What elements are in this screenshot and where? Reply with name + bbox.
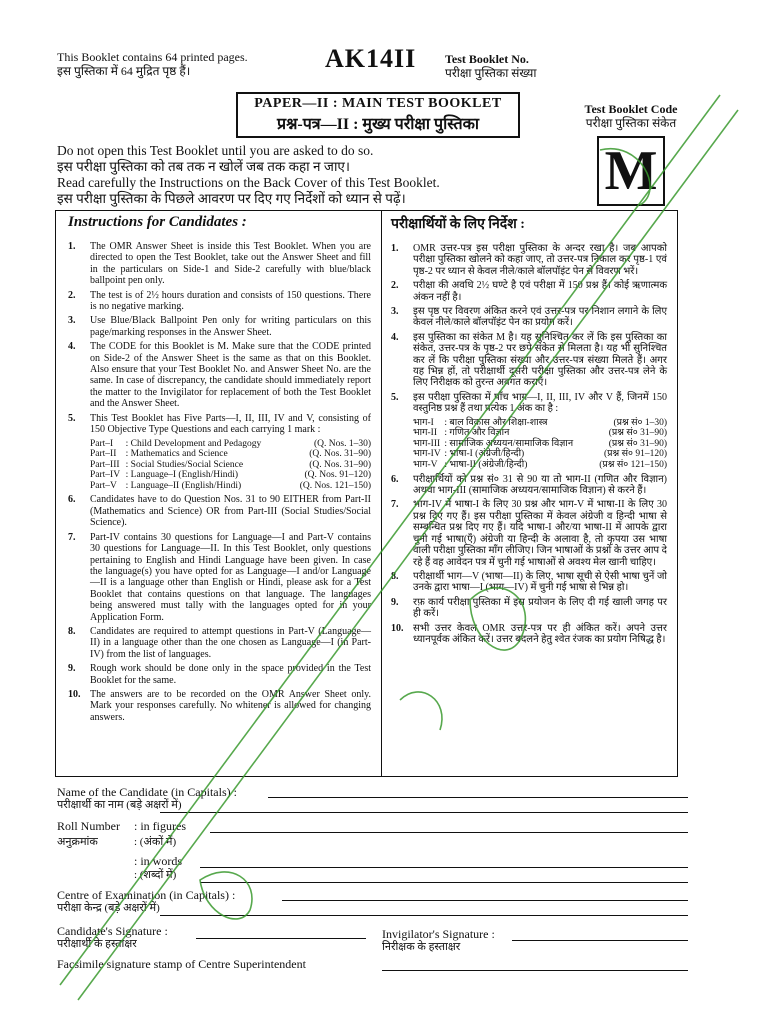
warning-open-en: Do not open this Test Booklet until you are asked to do so. bbox=[57, 143, 374, 158]
parts-row bbox=[90, 449, 371, 460]
parts-q: (प्रश्न सं० 1–30) bbox=[613, 417, 667, 428]
instruction-number: 8. bbox=[391, 570, 399, 582]
parts-q: (Q. Nos. 31–90) bbox=[309, 459, 371, 470]
parts-subject: : Language–II (English/Hindi) bbox=[125, 480, 242, 491]
instruction-text: परीक्षार्थी भाग—V (भाषा—II) के लिए, भाषा सूची से ऐसी भाषा चुनें जो उनके द्वारा भाषा—I (भाग—IV) में चुनी गई भाषा से भिन्न हो। bbox=[413, 570, 667, 594]
instruction-number: 6. bbox=[68, 494, 76, 506]
instruction-item bbox=[391, 571, 667, 594]
parts-row bbox=[413, 439, 667, 450]
instruction-item bbox=[68, 315, 371, 338]
instruction-text: The answers are to be recorded on the OMR Answer Sheet only. Mark your responses carefully. No whitener is allowed for changing answers. bbox=[90, 688, 371, 723]
instruction-item bbox=[391, 623, 667, 646]
parts-q: (प्रश्न सं० 31–90) bbox=[608, 428, 667, 439]
instructions-hi-list bbox=[391, 243, 667, 645]
roll-words-label-hi: : (शब्दों में) bbox=[134, 869, 177, 881]
name-line-1[interactable] bbox=[268, 797, 688, 798]
instruction-number: 1. bbox=[68, 241, 76, 252]
pages-hi: इस पुस्तिका में 64 मुद्रित पृष्ठ हैं। bbox=[57, 64, 191, 78]
instruction-item bbox=[68, 494, 371, 528]
parts-row bbox=[90, 439, 371, 450]
parts-part: भाग-V bbox=[413, 460, 438, 471]
paper-title-hi: प्रश्न-पत्र—II : मुख्य परीक्षा पुस्तिका bbox=[276, 116, 480, 133]
parts-row bbox=[90, 470, 371, 481]
parts-q: (प्रश्न सं० 31–90) bbox=[608, 438, 667, 449]
instruction-number: 10. bbox=[68, 688, 81, 700]
instruction-text: परीक्षा की अवधि 2½ घण्टे है एवं परीक्षा में 150 प्रश्न हैं। कोई ऋणात्मक अंकन नहीं है। bbox=[413, 280, 667, 303]
facsimile-line[interactable] bbox=[382, 970, 688, 971]
invigilator-signature-field bbox=[382, 928, 495, 953]
booklet-no-hi: परीक्षा पुस्तिका संख्या bbox=[445, 66, 537, 80]
warning-open-hi: इस परीक्षा पुस्तिका को तब तक न खोलें जब तक कहा न जाए। bbox=[57, 159, 351, 174]
instruction-number: 9. bbox=[391, 596, 399, 608]
warning-read-hi: इस परीक्षा पुस्तिका के पिछले आवरण पर दिए गए निर्देशों को ध्यान से पढ़ें। bbox=[57, 191, 406, 206]
instruction-number: 10. bbox=[391, 622, 404, 634]
instructions-en-list bbox=[68, 241, 371, 723]
instruction-item bbox=[68, 626, 371, 660]
parts-part: Part–II bbox=[90, 449, 117, 460]
roll-label-en: Roll Number bbox=[57, 819, 120, 833]
parts-part: Part–III bbox=[90, 459, 120, 470]
instruction-number: 1. bbox=[391, 243, 399, 254]
instruction-item bbox=[391, 332, 667, 389]
parts-holder bbox=[391, 418, 667, 471]
parts-subject: : गणित और विज्ञान bbox=[444, 428, 510, 439]
candidate-signature-line[interactable] bbox=[196, 938, 366, 939]
parts-table bbox=[413, 418, 667, 471]
warnings bbox=[57, 143, 577, 207]
roll-label-hi: अनुक्रमांक bbox=[57, 836, 98, 848]
instruction-item bbox=[68, 532, 371, 623]
parts-subject: : Mathematics and Science bbox=[125, 449, 228, 460]
instruction-number: 9. bbox=[68, 663, 76, 675]
parts-subject: : Language–I (English/Hindi) bbox=[125, 470, 239, 481]
instruction-number: 4. bbox=[391, 331, 399, 343]
instruction-text: Candidates are required to attempt questions in Part-V (Language—II) in a language other than the one chosen as Language—I (in Part-IV) from the list of languages. bbox=[90, 625, 371, 660]
instruction-text: The test is of 2½ hours duration and consists of 150 questions. There is no negative marking. bbox=[90, 289, 371, 313]
instruction-number: 8. bbox=[68, 625, 76, 637]
candidate-signature-hi: परीक्षार्थी के हस्ताक्षर bbox=[57, 938, 137, 950]
booklet-code-label bbox=[568, 102, 694, 130]
roll-figures-label: : in figures bbox=[134, 819, 186, 833]
parts-part: भाग-III bbox=[413, 438, 441, 449]
paper-title-en: PAPER—II : MAIN TEST BOOKLET bbox=[254, 96, 502, 111]
instruction-item bbox=[391, 597, 667, 620]
instruction-text: सभी उत्तर केवल OMR उत्तर-पत्र पर ही अंकित करें। अपने उत्तर ध्यानपूर्वक अंकित करें। उत्तर बदलने हेतु श्वेत रंजक का प्रयोग निषिद्ध है। bbox=[413, 622, 667, 645]
warning-read-en: Read carefully the Instructions on the Back Cover of this Test Booklet. bbox=[57, 175, 440, 190]
booklet-code-en: Test Booklet Code bbox=[584, 102, 678, 116]
instructions-en bbox=[68, 214, 371, 726]
instruction-item bbox=[391, 243, 667, 277]
parts-subject: : Social Studies/Social Science bbox=[125, 459, 244, 470]
parts-subject: : भाषा-I (अंग्रेजी/हिन्दी) bbox=[444, 449, 525, 460]
parts-holder bbox=[68, 439, 371, 492]
instruction-number: 7. bbox=[68, 531, 76, 543]
instruction-item bbox=[68, 663, 371, 686]
instruction-item bbox=[68, 341, 371, 409]
booklet-code-title: AK14II bbox=[325, 44, 417, 73]
instruction-number: 7. bbox=[391, 499, 399, 511]
paper-title-box bbox=[236, 92, 520, 138]
parts-q: (Q. Nos. 1–30) bbox=[314, 438, 371, 449]
roll-words-line-2[interactable] bbox=[200, 882, 688, 883]
instruction-number: 3. bbox=[68, 315, 76, 327]
instruction-number: 3. bbox=[391, 306, 399, 318]
instruction-item bbox=[68, 241, 371, 287]
candidate-signature-field bbox=[57, 925, 168, 950]
instruction-text: Use Blue/Black Ballpoint Pen only for writing particulars on this page/marking responses in the Answer Sheet. bbox=[90, 315, 371, 338]
name-line-2[interactable] bbox=[160, 812, 688, 813]
name-label-en: Name of the Candidate (in Capitals) : bbox=[57, 785, 237, 799]
instruction-number: 2. bbox=[391, 280, 399, 292]
parts-q: (Q. Nos. 91–120) bbox=[304, 470, 371, 481]
instruction-number: 4. bbox=[68, 341, 76, 353]
instruction-text: OMR उत्तर-पत्र इस परीक्षा पुस्तिका के अन्दर रखा है। जब आपको परीक्षा पुस्तिका खोलने को कहा जाए, तो उत्तर-पत्र निकाल कर पृष्ठ-1 एवं पृष्ठ-2 पर ध्यान से केवल नीले/काले बॉलपॉइंट पेन से विवरण भरें। bbox=[413, 243, 667, 277]
roll-words-label: : in words bbox=[134, 854, 182, 868]
parts-row bbox=[90, 460, 371, 471]
instruction-number: 5. bbox=[68, 412, 76, 424]
instruction-text: This Test Booklet has Five Parts—I, II, III, IV and V, consisting of 150 Objective Type Questions and each carrying 1 mark : bbox=[90, 412, 371, 436]
instruction-text: भाग-IV में भाषा-I के लिए 30 प्रश्न और भाग-V में भाषा-II के लिए 30 प्रश्न दिए गए हैं। इस परीक्षा पुस्तिका में केवल अंग्रेजी व हिन्दी भाषा से सम्बन्धित प्रश्न दिए गए हैं। यदि भाषा-I और/या भाषा-II में आपके द्वारा चुनी गई भाषा(एँ) अंग्रेजी या हिन्दी के अलावा है, तो कृपया उस भाषा वाली परीक्षा पुस्तिका माँग लीजिए। जिन भाषाओं के प्रश्नों के उत्तर आप दे रहे हैं वह आवेदन पत्र में चुनी गई भाषाओं से अवश्य मेल खानी चाहिए। bbox=[413, 499, 667, 568]
candidate-signature-en: Candidate's Signature : bbox=[57, 924, 168, 938]
parts-part: Part–V bbox=[90, 480, 117, 491]
instruction-number: 6. bbox=[391, 473, 399, 485]
instruction-text: इस परीक्षा पुस्तिका में पाँच भाग—I, II, III, IV और V हैं, जिनमें 150 वस्तुनिष्ठ प्रश्न हैं तथा प्रत्येक 1 अंक का है : bbox=[413, 391, 667, 415]
centre-label-hi: परीक्षा केन्द्र (बड़े अक्षरों में) bbox=[57, 902, 160, 914]
instruction-item bbox=[68, 413, 371, 436]
instruction-text: परीक्षार्थियों को प्रश्न सं० 31 से 90 या तो भाग-II (गणित और विज्ञान) अथवा भाग-III (सामाजिक अध्ययन/सामाजिक विज्ञान) से करने हैं। bbox=[413, 473, 667, 497]
instruction-number: 2. bbox=[68, 289, 76, 301]
parts-subject: : सामाजिक अध्ययन/सामाजिक विज्ञान bbox=[444, 438, 574, 449]
booklet-no-en: Test Booklet No. bbox=[445, 52, 529, 66]
instruction-item bbox=[391, 306, 667, 329]
pages-en: This Booklet contains 64 printed pages. bbox=[57, 50, 248, 64]
invigilator-signature-line[interactable] bbox=[512, 940, 688, 941]
instruction-item bbox=[391, 499, 667, 567]
header-pages bbox=[57, 50, 297, 78]
instruction-item bbox=[68, 290, 371, 313]
parts-subject: : भाषा-II (अंग्रेजी/हिन्दी) bbox=[444, 460, 528, 471]
parts-row bbox=[413, 428, 667, 439]
booklet-code-hi: परीक्षा पुस्तिका संकेत bbox=[585, 116, 677, 130]
parts-row bbox=[413, 418, 667, 429]
parts-table bbox=[90, 439, 371, 492]
instruction-text: The CODE for this Booklet is M. Make sure that the CODE printed on Side-2 of the Answer Sheet is the same as that on this Booklet. Also ensure that your Test Booklet No. and Answer Sheet No. are the same. In case of discrepancy, the candidate should immediately report the matter to the Invigilator for replacement of both the Test Booklet and the Answer Sheet. bbox=[90, 341, 371, 410]
series-code-box: M bbox=[597, 136, 665, 206]
instructions-hi bbox=[391, 214, 667, 648]
instruction-item bbox=[391, 392, 667, 415]
parts-subject: : Child Development and Pedagogy bbox=[125, 438, 262, 449]
instructions-en-title: Instructions for Candidates : bbox=[68, 214, 247, 230]
instructions-hi-title: परीक्षार्थियों के लिए निर्देश : bbox=[391, 217, 525, 232]
parts-q: (Q. Nos. 31–90) bbox=[309, 449, 371, 460]
instruction-text: Part-IV contains 30 questions for Language—I and Part-V contains 30 questions for Language—II. In this Test Booklet, only questions pertaining to English and Hindi Language have been given. In case the language(s) you have opted for as Language—I and/or Language—II is a language other than English or Hindi, please ask for a Test Booklet that contains questions on that language. The languages being answered must tally with the languages opted for in your Application Form. bbox=[90, 531, 371, 623]
parts-part: भाग-IV bbox=[413, 449, 441, 460]
parts-row bbox=[413, 449, 667, 460]
parts-row bbox=[90, 481, 371, 492]
parts-q: (प्रश्न सं० 91–120) bbox=[603, 449, 667, 460]
instructions-divider bbox=[381, 210, 382, 777]
parts-row bbox=[413, 460, 667, 471]
instruction-item bbox=[391, 474, 667, 497]
candidate-form bbox=[57, 786, 697, 811]
instruction-text: इस पुस्तिका का संकेत M है। यह सुनिश्चित कर लें कि इस पुस्तिका का संकेत, उत्तर-पत्र के पृष्ठ-2 पर छपे संकेत से मिलता है। यह भी सुनिश्चित कर लें कि परीक्षा पुस्तिका संख्या और उत्तर-पत्र संख्या मिलते हैं। अगर यह भिन्न हों, तो परीक्षार्थी दूसरी परीक्षा पुस्तिका और उत्तर-पत्र लेने के लिए निरीक्षक को तुरन्त अवगत कराएँ। bbox=[413, 331, 667, 389]
centre-line-2[interactable] bbox=[160, 915, 688, 916]
centre-field bbox=[57, 889, 235, 914]
booklet-no-label bbox=[445, 52, 537, 80]
parts-q: (Q. Nos. 121–150) bbox=[299, 480, 371, 491]
instruction-item bbox=[391, 280, 667, 303]
parts-subject: : बाल विकास और शिक्षा-शास्त्र bbox=[444, 417, 548, 428]
parts-part: भाग-II bbox=[413, 428, 437, 439]
invigilator-signature-en: Invigilator's Signature : bbox=[382, 927, 495, 941]
instruction-text: इस पृष्ठ पर विवरण अंकित करने एवं उत्तर-पत्र पर निशान लगाने के लिए केवल नीले/काले बॉलपॉइंट पेन का प्रयोग करें। bbox=[413, 306, 667, 329]
instruction-text: Candidates have to do Question Nos. 31 to 90 EITHER from Part-II (Mathematics and Science) OR from Part-III (Social Studies/Social Science). bbox=[90, 494, 371, 529]
name-label-hi: परीक्षार्थी का नाम (बड़े अक्षरों में) bbox=[57, 799, 182, 811]
roll-figures-line[interactable] bbox=[210, 832, 688, 833]
instruction-text: Rough work should be done only in the space provided in the Test Booklet for the same. bbox=[90, 663, 371, 686]
invigilator-signature-hi: निरीक्षक के हस्ताक्षर bbox=[382, 941, 461, 953]
roll-words-line[interactable] bbox=[200, 867, 688, 868]
parts-part: Part–IV bbox=[90, 470, 121, 481]
centre-line-1[interactable] bbox=[282, 900, 688, 901]
parts-q: (प्रश्न सं० 121–150) bbox=[599, 460, 667, 471]
parts-part: भाग-I bbox=[413, 417, 434, 428]
instruction-number: 5. bbox=[391, 391, 399, 403]
parts-part: Part–I bbox=[90, 438, 114, 449]
centre-label-en: Centre of Examination (in Capitals) : bbox=[57, 888, 236, 902]
instruction-text: The OMR Answer Sheet is inside this Test Booklet. When you are directed to open the Test Booklet, take out the Answer Sheet and fill in the particulars on Side-1 and Side-2 carefully with blue/black ballpoint pen only. bbox=[90, 241, 371, 287]
instruction-item bbox=[68, 689, 371, 723]
facsimile-label: Facsimile signature stamp of Centre Superintendent bbox=[57, 957, 306, 971]
instruction-text: रफ़ कार्य परीक्षा पुस्तिका में इस प्रयोजन के लिए दी गई खाली जगह पर ही करें। bbox=[413, 596, 667, 620]
roll-figures-label-hi: : (अंकों में) bbox=[134, 836, 177, 848]
